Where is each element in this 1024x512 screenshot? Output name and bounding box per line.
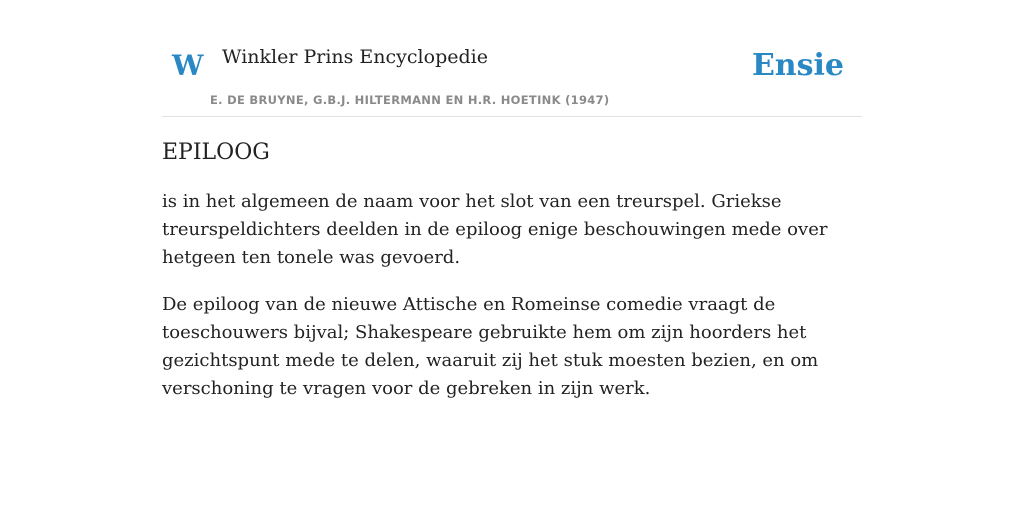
article-term: EPILOOG: [162, 140, 270, 165]
encyclopedia-logo[interactable]: W: [172, 49, 204, 82]
source-authors: E. DE BRUYNE, G.B.J. HILTERMANN EN H.R. HOETINK (1947): [210, 93, 610, 107]
article-paragraph: De epiloog van de nieuwe Attische en Romeinse comedie vraagt de toeschouwers bijval; Shakespeare gebruikte hem om zijn hoorders het gezichtspunt mede te delen, waaruit zij het stuk moesten bezien, en om verschoning te vragen voor de gebreken in zijn werk.: [162, 294, 819, 400]
ensie-brand-link[interactable]: Ensie: [751, 48, 844, 83]
source-title[interactable]: Winkler Prins Encyclopedie: [222, 46, 488, 68]
source-header: [162, 0, 862, 117]
article-paragraph: is in het algemeen de naam voor het slot van een treurspel. Griekse treurspeldichters deelden in de epiloog enige beschouwingen mede over hetgeen ten tonele was gevoerd.: [162, 191, 828, 269]
article: [162, 140, 862, 422]
